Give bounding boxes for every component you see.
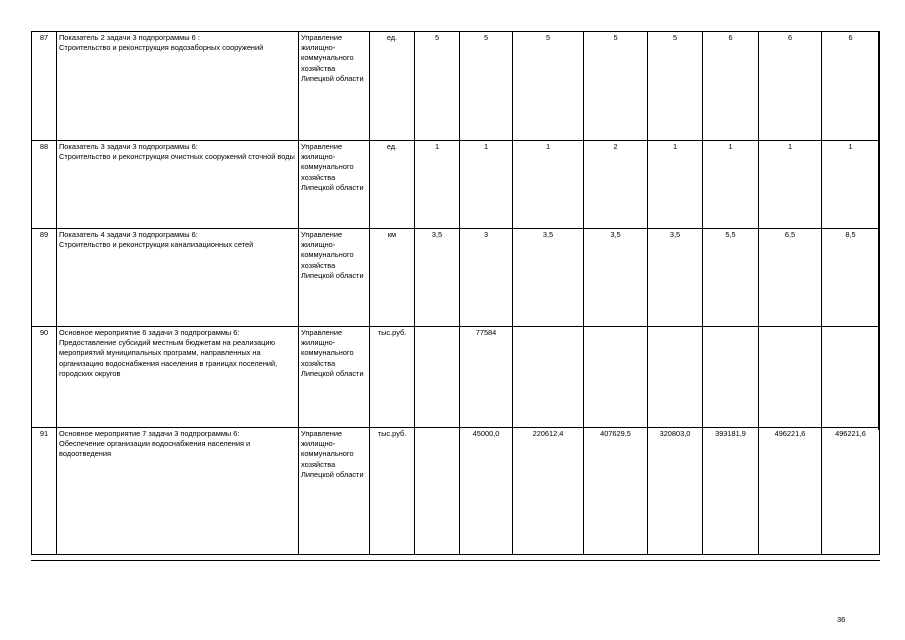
value-cell: 2 — [584, 141, 648, 229]
value-cell: 3,5 — [584, 229, 648, 327]
table-row — [32, 428, 880, 555]
value-cell: 5 — [584, 32, 648, 141]
value-cell: 6,5 — [759, 229, 822, 327]
value-cell: 1 — [703, 141, 759, 229]
value-cell — [648, 327, 703, 428]
value-cell: 220612,4 — [513, 428, 584, 555]
table-row — [32, 32, 880, 141]
value-cell: 1 — [648, 141, 703, 229]
value-cell: 407629,5 — [584, 428, 648, 555]
value-cell — [415, 428, 460, 555]
row-number-cell: 88 — [32, 141, 57, 229]
unit-cell: км — [370, 229, 415, 327]
value-cell: 3 — [460, 229, 513, 327]
value-cell — [703, 327, 759, 428]
value-cell: 1 — [759, 141, 822, 229]
row-number-cell: 89 — [32, 229, 57, 327]
value-cell: 496221,6 — [822, 428, 880, 555]
value-cell: 5 — [460, 32, 513, 141]
table-bottom-border — [31, 560, 880, 561]
value-cell: 3,5 — [415, 229, 460, 327]
value-cell: 1 — [822, 141, 880, 229]
value-cell: 320803,0 — [648, 428, 703, 555]
responsible-executor-cell: Управление жилищно-коммунального хозяйства Липецкой области — [299, 327, 370, 428]
value-cell: 496221,6 — [759, 428, 822, 555]
value-cell: 5,5 — [703, 229, 759, 327]
unit-cell: тыс.руб. — [370, 428, 415, 555]
value-cell: 393181,9 — [703, 428, 759, 555]
value-cell: 1 — [460, 141, 513, 229]
value-cell: 77584 — [460, 327, 513, 428]
row-number-cell: 90 — [32, 327, 57, 428]
value-cell: 5 — [513, 32, 584, 141]
value-cell: 8,5 — [822, 229, 880, 327]
indicator-name-cell: Основное мероприятие 7 задачи 3 подпрограммы 6: Обеспечение организации водоснабжения населения и водоотведения — [57, 428, 299, 555]
responsible-executor-cell: Управление жилищно-коммунального хозяйства Липецкой области — [299, 229, 370, 327]
unit-cell: ед. — [370, 141, 415, 229]
table-row — [32, 141, 880, 229]
value-cell — [415, 327, 460, 428]
table-right-border — [878, 31, 880, 430]
value-cell — [759, 327, 822, 428]
table-row — [32, 327, 880, 428]
value-cell: 5 — [648, 32, 703, 141]
responsible-executor-cell: Управление жилищно-коммунального хозяйства Липецкой области — [299, 428, 370, 555]
value-cell: 45000,0 — [460, 428, 513, 555]
value-cell: 1 — [415, 141, 460, 229]
value-cell: 3,5 — [513, 229, 584, 327]
value-cell — [513, 327, 584, 428]
value-cell: 1 — [513, 141, 584, 229]
unit-cell: ед. — [370, 32, 415, 141]
value-cell: 5 — [415, 32, 460, 141]
value-cell — [584, 327, 648, 428]
indicator-name-cell: Основное мероприятие 6 задачи 3 подпрограммы 6: Предоставление субсидий местным бюджетам на реализацию мероприятий муниципальных программ, направленных на организацию водоснабжения населения в границах поселений, городских округов — [57, 327, 299, 428]
row-number-cell: 87 — [32, 32, 57, 141]
responsible-executor-cell: Управление жилищно-коммунального хозяйства Липецкой области — [299, 32, 370, 141]
value-cell: 6 — [822, 32, 880, 141]
indicator-name-cell: Показатель 4 задачи 3 подпрограммы 6: Строительство и реконструкция канализационных сетей — [57, 229, 299, 327]
indicators-table — [31, 31, 880, 555]
value-cell: 6 — [759, 32, 822, 141]
responsible-executor-cell: Управление жилищно-коммунального хозяйства Липецкой области — [299, 141, 370, 229]
indicator-name-cell: Показатель 3 задачи 3 подпрограммы 6: Строительство и реконструкция очистных сооружений сточной воды — [57, 141, 299, 229]
unit-cell: тыс.руб. — [370, 327, 415, 428]
value-cell — [822, 327, 880, 428]
value-cell: 6 — [703, 32, 759, 141]
indicator-name-cell: Показатель 2 задачи 3 подпрограммы 6 : Строительство и реконструкция водозаборных сооружений — [57, 32, 299, 141]
value-cell: 3,5 — [648, 229, 703, 327]
page-number: 36 — [837, 615, 846, 624]
table-row — [32, 229, 880, 327]
row-number-cell: 91 — [32, 428, 57, 555]
